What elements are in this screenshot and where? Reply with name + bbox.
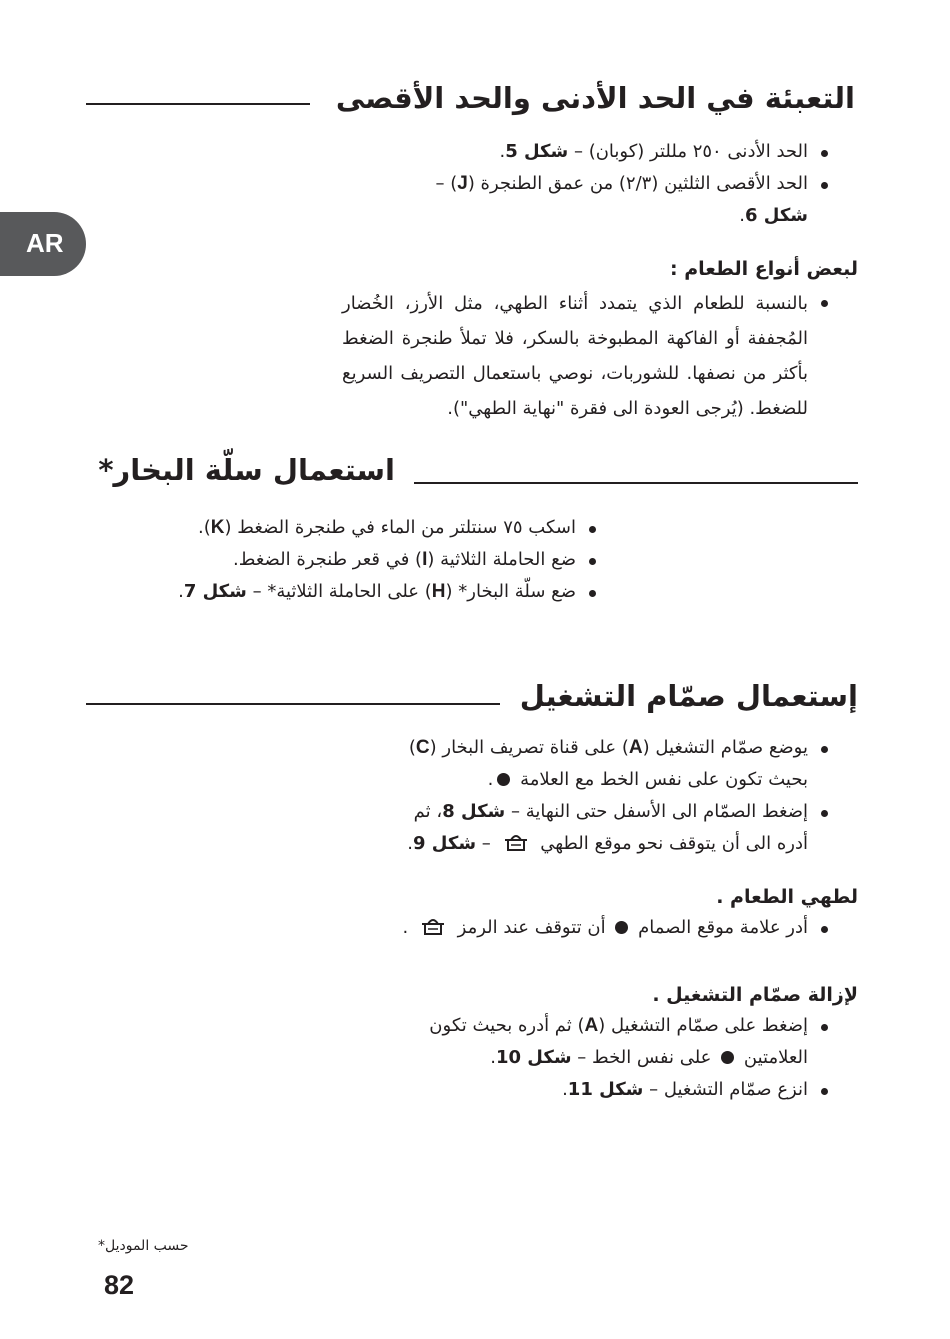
- list-item-expanding-food: بالنسبة للطعام الذي يتمدد أثناء الطهي، مثل الأرز، الخُضار المُجففة أو الفاكهة المطبوخة بالسكر، فلا تملأ طنجرة الضغط بأكثر من نصفها. للشوربات، نوصي باستعمال التصريف السريع للضغط. (يُرجى العودة الى فقرة "نهاية الطهي").: [342, 286, 830, 426]
- steam-basket-list: [58, 512, 598, 608]
- list-item-place-basket: ضع سلّة البخار* (H) على الحاملة الثلاثية* – شكل 7.: [58, 576, 598, 608]
- figure-ref: شكل 6: [744, 205, 808, 226]
- valve-list: [330, 732, 830, 860]
- filling-list: [310, 136, 830, 232]
- alignment-dot-icon: [497, 773, 510, 786]
- list-item-press-and-turn: إضغط على صمّام التشغيل (A) ثم أدره بحيث تكون العلامتين على نفس الخط – شكل 10.: [330, 1010, 830, 1074]
- heading-rule: [86, 703, 500, 705]
- section-title-steam-basket: استعمال سلّة البخار*: [98, 453, 395, 487]
- valve-position-dot-icon: [615, 921, 628, 934]
- list-item-press-valve: إضغط الصمّام الى الأسفل حتى النهاية – شكل 8، ثم أدره الى أن يتوقف نحو موقع الطهي – شكل 9.: [330, 796, 830, 860]
- cooking-list: [330, 912, 830, 944]
- page-number: 82: [104, 1270, 135, 1300]
- subheading-cooking: لطهي الطعام .: [716, 886, 858, 908]
- alignment-dot-icon: [721, 1051, 734, 1064]
- food-note-list: [342, 286, 830, 426]
- heading-rule: [414, 482, 858, 484]
- list-item-minimum: الحد الأدنى ٢٥٠ مللتر (كوبان) – شكل 5.: [310, 136, 830, 168]
- cooking-pot-icon: [420, 915, 446, 937]
- list-item-maximum: الحد الأقصى الثلثين (٢/٣) من عمق الطنجرة (J) – شكل 6.: [310, 168, 830, 232]
- figure-ref: شكل 7: [183, 581, 247, 602]
- figure-ref: شكل 11: [567, 1079, 644, 1100]
- cooking-pot-icon: [503, 831, 529, 853]
- language-tab-label: AR: [26, 228, 64, 258]
- language-tab: [0, 212, 86, 276]
- section-title-operating-valve: إستعمال صمّام التشغيل: [519, 679, 858, 713]
- list-item-fit-valve: يوضع صمّام التشغيل (A) على قناة تصريف البخار (C) بحيث تكون على نفس الخط مع العلامة .: [330, 732, 830, 796]
- remove-valve-list: [330, 1010, 830, 1106]
- footnote: حسب الموديل*: [98, 1238, 189, 1254]
- figure-ref: شكل 8: [442, 801, 506, 822]
- list-item-remove-valve: انزع صمّام التشغيل – شكل 11.: [330, 1074, 830, 1106]
- list-item-place-trivet: ضع الحاملة الثلاثية (I) في قعر طنجرة الضغط.: [58, 544, 598, 576]
- list-item-turn-valve: أدر علامة موقع الصمام أن تتوقف عند الرمز .: [330, 912, 830, 944]
- list-item-pour-water: اسكب ٧٥ سنتلتر من الماء في طنجرة الضغط (K).: [58, 512, 598, 544]
- figure-ref: شكل 9: [413, 833, 477, 854]
- figure-ref: شكل 5: [505, 141, 569, 162]
- subheading-food-types: لبعض أنواع الطعام :: [670, 258, 858, 280]
- heading-rule: [86, 103, 310, 105]
- section-title-filling: التعبئة في الحد الأدنى والحد الأقصى: [335, 81, 855, 115]
- subheading-remove-valve: لإزالة صمّام التشغيل .: [652, 984, 858, 1006]
- figure-ref: شكل 10: [495, 1047, 572, 1068]
